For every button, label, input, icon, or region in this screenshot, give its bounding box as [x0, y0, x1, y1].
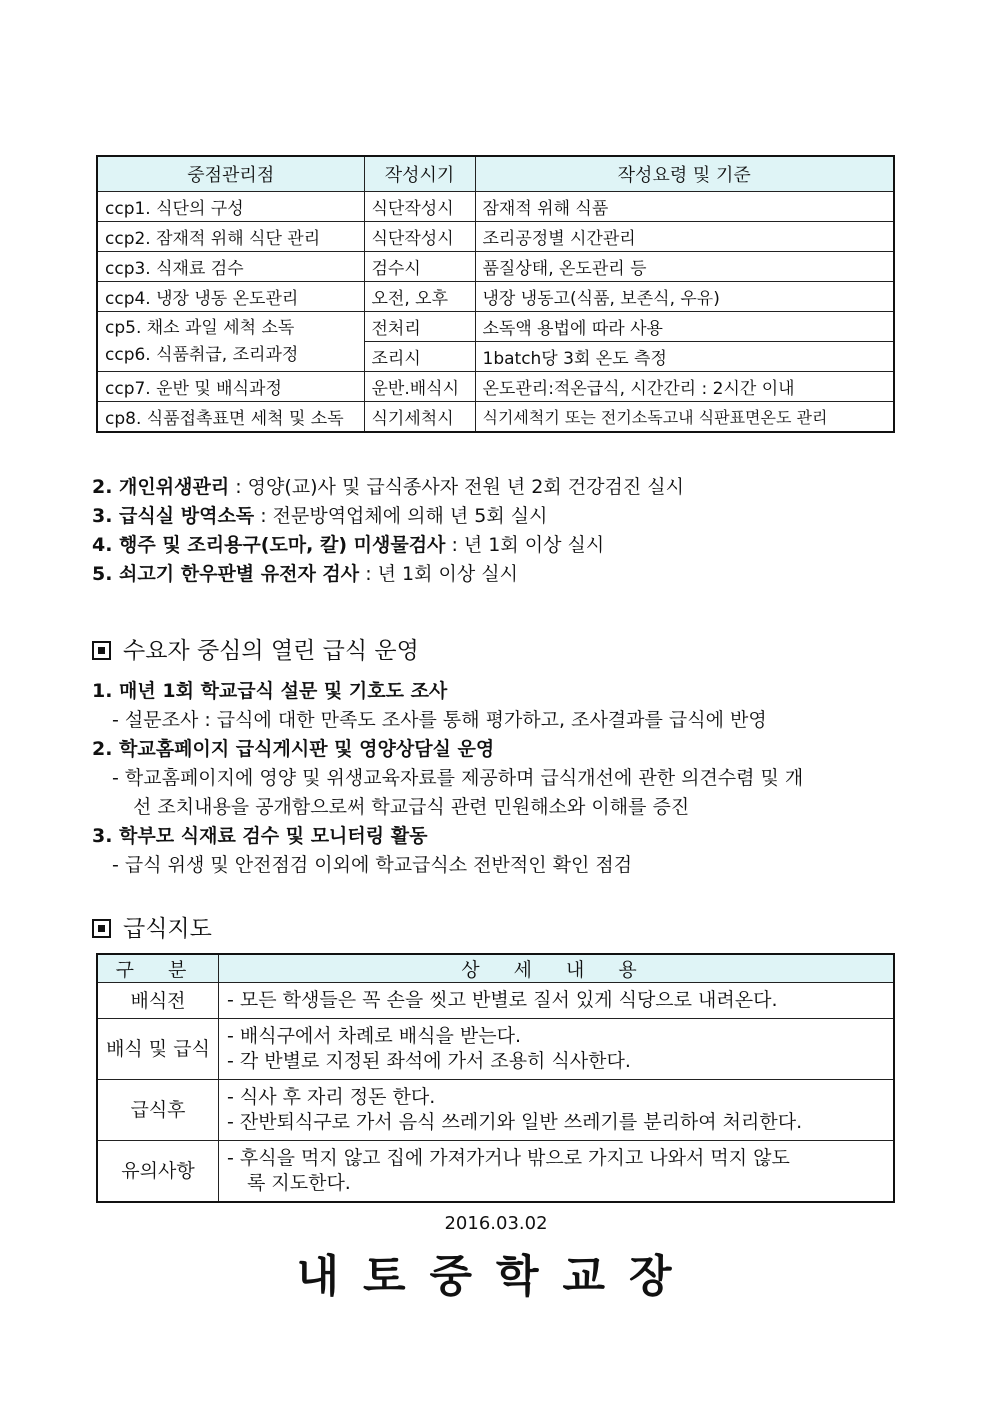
- table-row: [97, 282, 894, 312]
- section-heading: [92, 910, 212, 943]
- ccp-point: ccp7. 운반 및 배식과정: [97, 372, 364, 402]
- hygiene-item-text: : 년 1회 이상 실시: [359, 563, 518, 585]
- header-cell: 작성요령 및 기준: [475, 156, 894, 192]
- detail-line: - 각 반별로 지정된 좌석에 가서 조용히 식사한다.: [227, 1050, 631, 1072]
- table-row: [97, 222, 894, 252]
- hygiene-item: [92, 502, 548, 531]
- header-cell: 상 세 내 용: [219, 954, 895, 983]
- ccp-time: 식단작성시: [364, 222, 475, 252]
- ccp-point-merged: [97, 312, 364, 372]
- category-line: 급식후: [130, 1099, 186, 1121]
- ccp-criteria: 잠재적 위해 식품: [475, 192, 894, 222]
- guidance-details: [219, 1141, 895, 1202]
- open-item-title: 3. 학부모 식재료 검수 및 모니터링 활동: [92, 825, 428, 847]
- open-item-title: 1. 매년 1회 학교급식 설문 및 기호도 조사: [92, 680, 448, 702]
- table-row: [97, 983, 894, 1019]
- table-row: [97, 1080, 894, 1141]
- table-row: [97, 402, 894, 433]
- detail-line: - 모든 학생들은 꼭 손을 씻고 반별로 질서 있게 식당으로 내려온다.: [227, 989, 778, 1011]
- category-line: 급식: [173, 1038, 210, 1060]
- ccp-time: 식단작성시: [364, 192, 475, 222]
- detail-line: - 식사 후 자리 정돈 한다.: [227, 1086, 436, 1108]
- ccp-criteria: 온도관리:적온급식, 시간간리 : 2시간 이내: [475, 372, 894, 402]
- ccp-point-line: cp5. 채소 과일 세척 소독: [105, 317, 295, 338]
- hygiene-item: [92, 531, 604, 560]
- ccp-time: 오전, 오후: [364, 282, 475, 312]
- guidance-details: [219, 1080, 895, 1141]
- section-heading-text: 수요자 중심의 열린 급식 운영: [123, 638, 419, 664]
- guidance-category: [97, 1019, 219, 1080]
- guidance-details: [219, 983, 895, 1019]
- guidance-table-header: [97, 954, 894, 983]
- ccp-point: ccp1. 식단의 구성: [97, 192, 364, 222]
- ccp-time: 조리시: [364, 342, 475, 372]
- square-bullet-icon: [92, 641, 111, 660]
- detail-line: 록 지도한다.: [247, 1171, 351, 1194]
- section-heading-text: 급식지도: [123, 916, 212, 942]
- hygiene-item-text: : 년 1회 이상 실시: [445, 534, 605, 556]
- hygiene-item-text: : 전문방역업체에 의해 년 5회 실시: [254, 505, 548, 527]
- table-row: [97, 1141, 894, 1202]
- guidance-category: [97, 1080, 219, 1141]
- guidance-category: [97, 983, 219, 1019]
- detail-line: - 배식구에서 차례로 배식을 받는다.: [227, 1025, 522, 1047]
- detail-line: - 후식을 먹지 않고 집에 가져가거나 밖으로 가지고 나와서 먹지 않도: [227, 1146, 790, 1169]
- principal-signature: 내토중학교장: [296, 1251, 696, 1302]
- ccp-time: 검수시: [364, 252, 475, 282]
- hygiene-item-title: 2. 개인위생관리: [92, 476, 230, 498]
- hygiene-item-title: 5. 쇠고기 한우판별 유전자 검사: [92, 563, 360, 585]
- header-cell: 작성시기: [364, 156, 475, 192]
- hygiene-item-title: 3. 급식실 방역소독: [92, 505, 255, 527]
- open-item-line: - 급식 위생 및 안전점검 이외에 학교급식소 전반적인 확인 점검: [112, 854, 633, 876]
- open-item-title: 2. 학교홈페이지 급식게시판 및 영양상담실 운영: [92, 738, 495, 760]
- ccp-point: ccp3. 식재료 검수: [97, 252, 364, 282]
- category-line: 유의사항: [121, 1159, 195, 1182]
- ccp-criteria: 식기세척기 또는 전기소독고내 식판표면온도 관리: [475, 402, 894, 433]
- guidance-details: [219, 1019, 895, 1080]
- table-row: [97, 252, 894, 282]
- table-row: [97, 1019, 894, 1080]
- ccp-criteria: 조리공정별 시간관리: [475, 222, 894, 252]
- section-heading: [92, 632, 419, 665]
- ccp-criteria: 소독액 용법에 따라 사용: [475, 312, 894, 342]
- ccp-point: cp8. 식품접촉표면 세척 및 소독: [97, 402, 364, 433]
- ccp-criteria: 1batch당 3회 온도 측정: [475, 342, 894, 372]
- category-line: 배식 및: [106, 1038, 168, 1060]
- open-item-line: 선 조치내용을 공개함으로써 학교급식 관련 민원해소와 이해를 증진: [133, 796, 690, 818]
- document-date: 2016.03.02: [444, 1213, 548, 1234]
- table-row: [97, 372, 894, 402]
- header-cell: 구 분: [97, 954, 219, 983]
- hygiene-item-title: 4. 행주 및 조리용구(도마, 칼) 미생물검사: [92, 534, 446, 556]
- table-row: [97, 312, 894, 342]
- ccp-criteria: 냉장 냉동고(식품, 보존식, 우유): [475, 282, 894, 312]
- hygiene-item: [92, 473, 684, 502]
- ccp-criteria: 품질상태, 온도관리 등: [475, 252, 894, 282]
- open-item-line: - 학교홈페이지에 영양 및 위생교육자료를 제공하며 급식개선에 관한 의견수렴 및 개: [112, 767, 804, 789]
- ccp-table-header: [97, 156, 894, 192]
- hygiene-item: [92, 560, 518, 589]
- ccp-time: 전처리: [364, 312, 475, 342]
- detail-line: - 잔반퇴식구로 가서 음식 쓰레기와 일반 쓰레기를 분리하여 처리한다.: [227, 1111, 803, 1133]
- ccp-point: ccp2. 잠재적 위해 식단 관리: [97, 222, 364, 252]
- open-item-line: - 설문조사 : 급식에 대한 만족도 조사를 통해 평가하고, 조사결과를 급식에 반영: [112, 709, 767, 731]
- category-line: 배식전: [130, 989, 186, 1012]
- guidance-table: [96, 953, 895, 1203]
- guidance-category: [97, 1141, 219, 1202]
- ccp-point-line: ccp6. 식품취급, 조리과정: [105, 344, 299, 365]
- square-bullet-icon: [92, 919, 111, 938]
- table-row: [97, 192, 894, 222]
- ccp-time: 운반.배식시: [364, 372, 475, 402]
- hygiene-item-text: : 영양(교)사 및 급식종사자 전원 년 2회 건강검진 실시: [229, 476, 684, 498]
- ccp-table: [96, 155, 895, 433]
- ccp-point: ccp4. 냉장 냉동 온도관리: [97, 282, 364, 312]
- header-cell: 중점관리점: [97, 156, 364, 192]
- ccp-time: 식기세척시: [364, 402, 475, 433]
